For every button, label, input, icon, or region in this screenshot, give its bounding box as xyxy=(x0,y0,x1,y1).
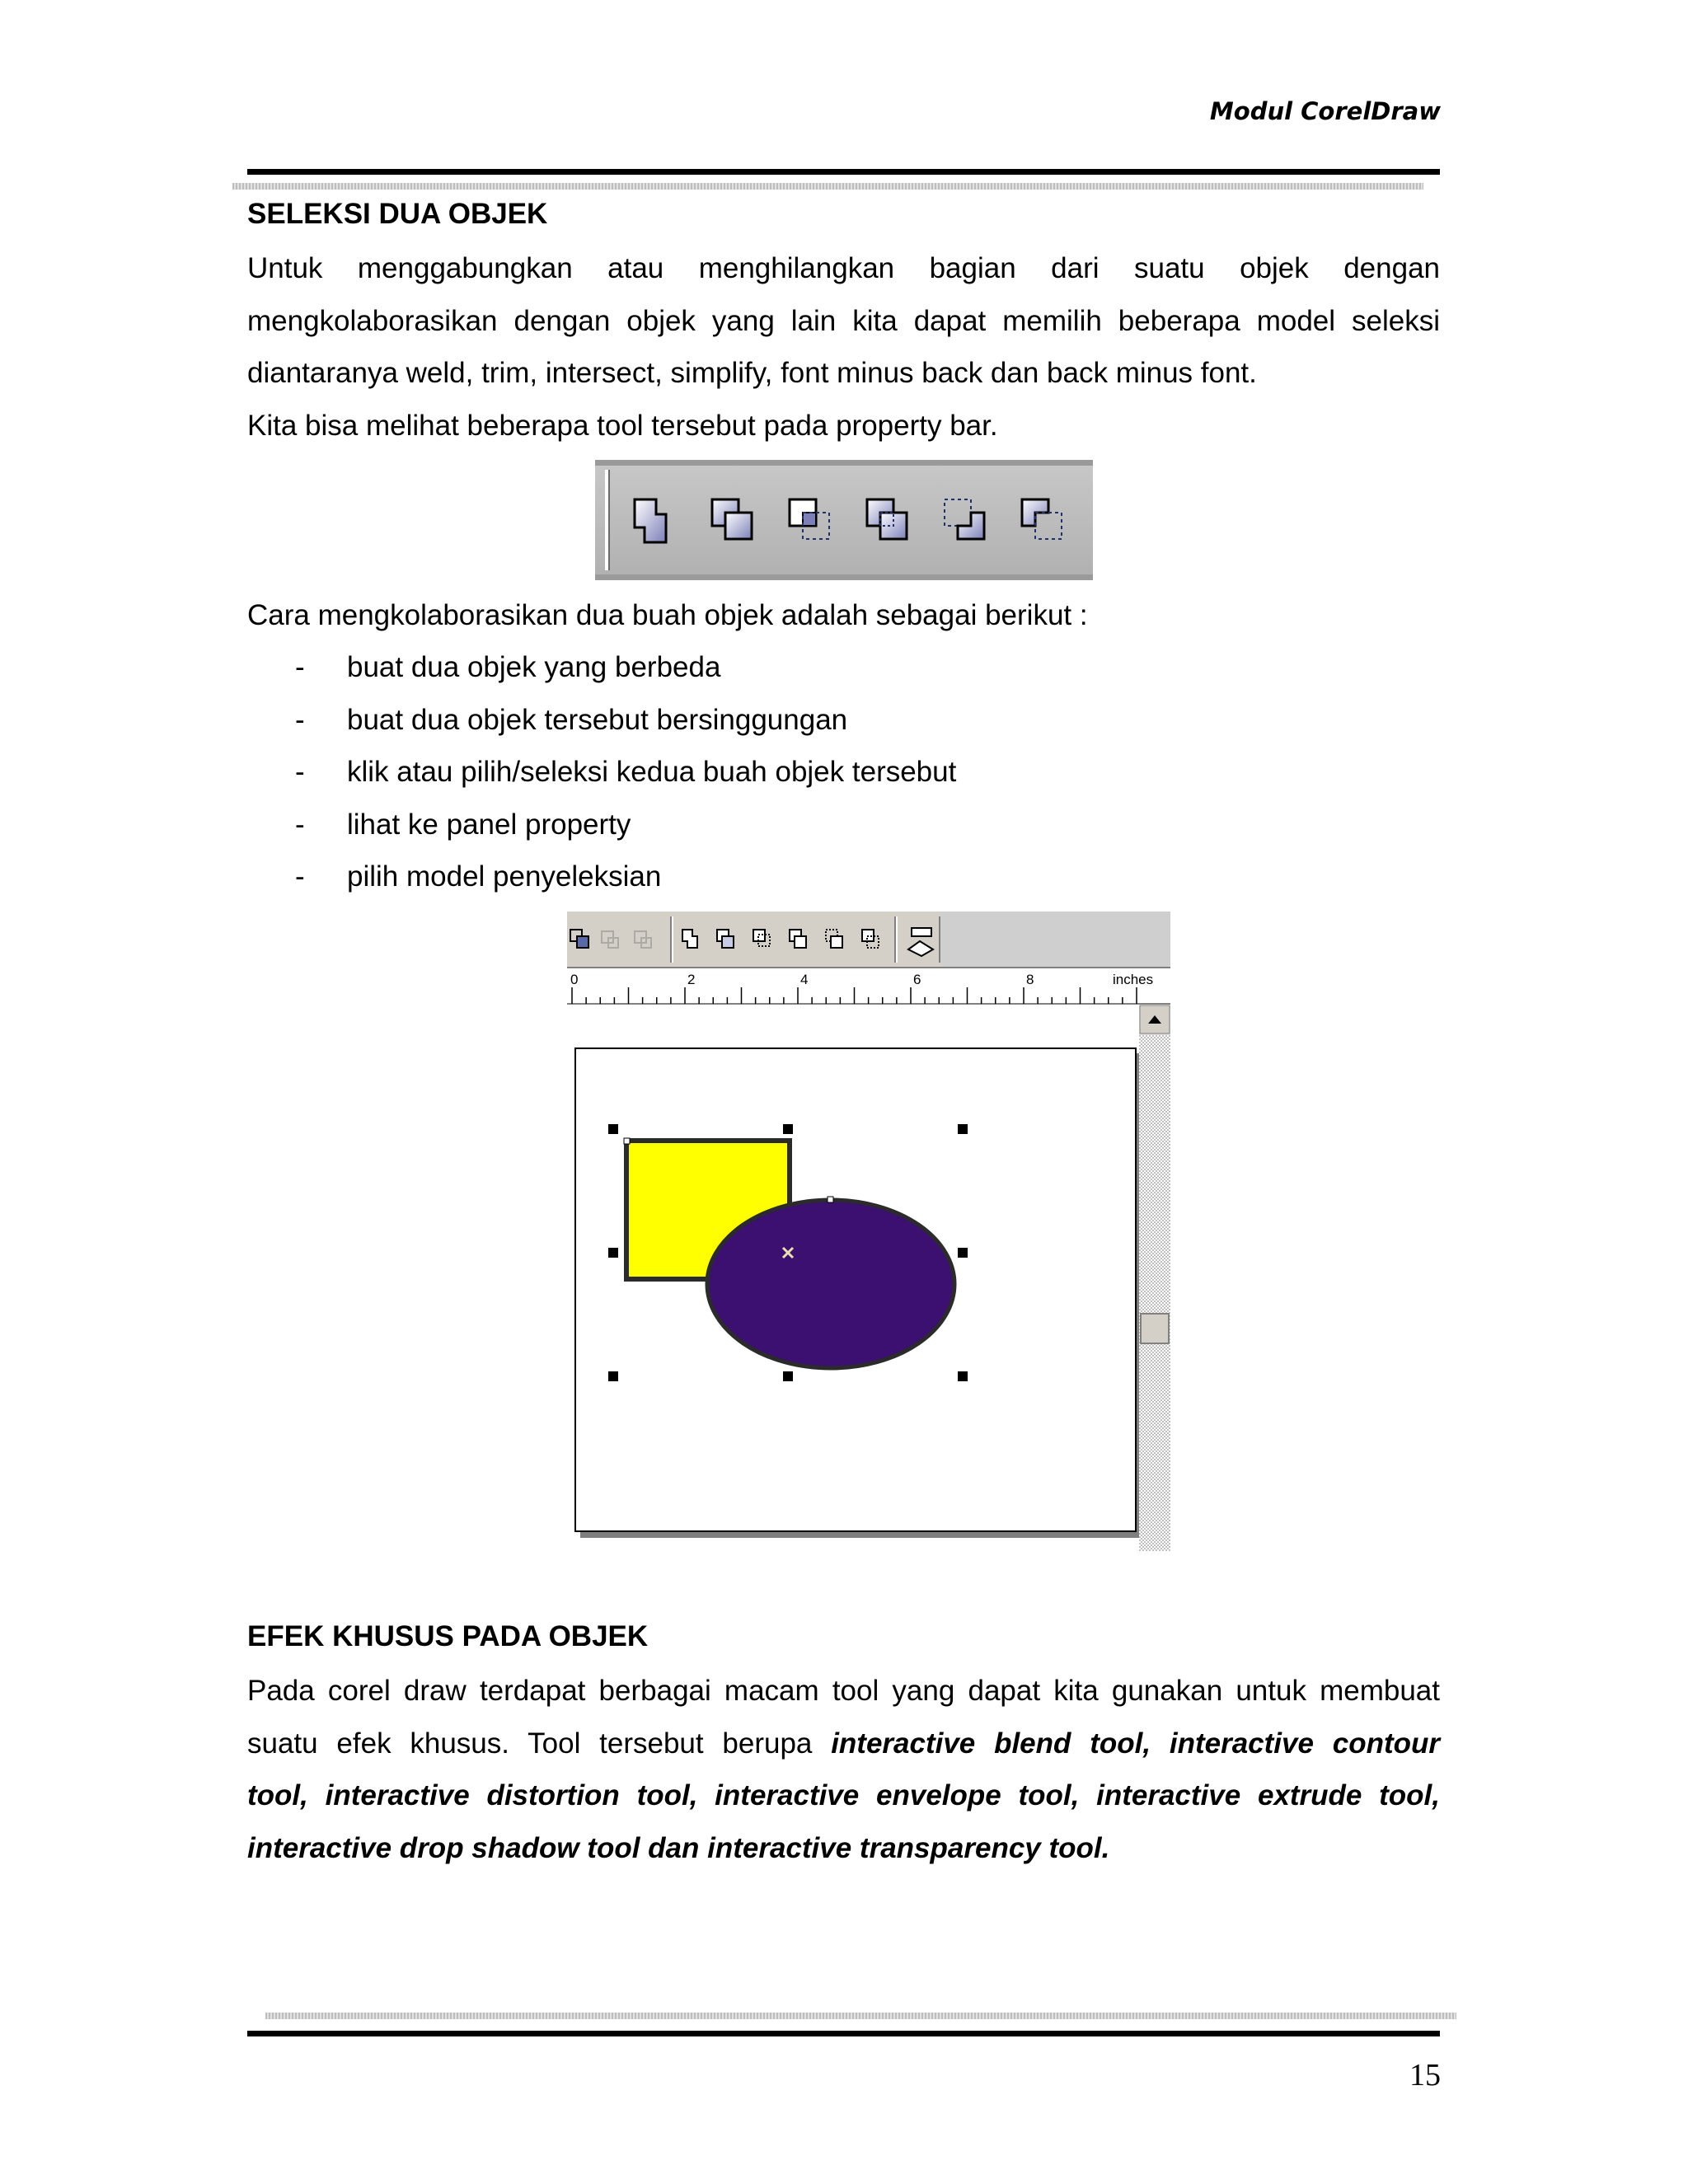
property-bar xyxy=(595,460,1093,580)
ruler-label: 0 xyxy=(570,972,579,987)
paragraph-line: Kita bisa melihat beberapa tool tersebut pada property bar. xyxy=(247,409,998,442)
section-heading-seleksi: SELEKSI DUA OBJEK xyxy=(247,198,548,230)
page-number: 15 xyxy=(1409,2058,1441,2093)
header-rule xyxy=(247,169,1440,175)
scroll-thumb[interactable] xyxy=(1141,1314,1169,1343)
paragraph-line: diantaranya weld, trim, intersect, simplify, font minus back dan back minus font. xyxy=(247,357,1257,389)
list-item-text: pilih model penyeleksian xyxy=(347,860,662,893)
intro-paragraph xyxy=(247,242,1440,452)
node-handle xyxy=(624,1138,630,1144)
tool-list-emphasis: interactive drop shadow tool dan interactive transparency tool. xyxy=(247,1831,1110,1864)
footer-rule-shadow xyxy=(265,2013,1456,2019)
tool-list-emphasis: tool, interactive distortion tool, interactive envelope tool, interactive extrude tool, xyxy=(247,1779,1440,1811)
list-item xyxy=(247,694,1440,747)
header-rule-shadow xyxy=(232,183,1423,190)
ruler-label: 8 xyxy=(1026,972,1034,987)
list-item xyxy=(247,851,1440,903)
steps-list xyxy=(247,641,1440,903)
ruler-label: 6 xyxy=(913,972,921,987)
list-bullet: - xyxy=(295,651,305,683)
paragraph-line: mengkolaborasikan dengan objek yang lain kita dapat memilih beberapa model seleksi xyxy=(247,304,1440,337)
list-item xyxy=(247,641,1440,694)
node-handle xyxy=(828,1197,833,1202)
paragraph-line: Untuk menggabungkan atau menghilangkan bagian dari suatu objek dengan xyxy=(247,252,1440,284)
steps-intro: Cara mengkolaborasikan dua buah objek adalah sebagai berikut : xyxy=(247,599,1088,631)
coreldraw-screenshot xyxy=(567,912,1170,1551)
tool-list-emphasis: interactive blend tool, interactive contour xyxy=(831,1727,1440,1760)
ruler-label: 4 xyxy=(800,972,809,987)
paragraph-line: Pada corel draw terdapat berbagai macam tool yang dapat kita gunakan untuk membuat xyxy=(247,1675,1440,1707)
list-bullet: - xyxy=(295,860,305,893)
ruler-label: 2 xyxy=(687,972,696,987)
paragraph-text: suatu efek khusus. Tool tersebut berupa xyxy=(247,1727,832,1760)
list-item-text: buat dua objek tersebut bersinggungan xyxy=(347,703,848,736)
scroll-up-button[interactable] xyxy=(1140,1005,1170,1033)
list-item xyxy=(247,746,1440,799)
list-bullet: - xyxy=(295,756,305,788)
list-item-text: klik atau pilih/seleksi kedua buah objek tersebut xyxy=(347,756,957,788)
section-heading-efek: EFEK KHUSUS PADA OBJEK xyxy=(247,1620,649,1652)
purple-ellipse[interactable] xyxy=(707,1200,954,1368)
list-bullet: - xyxy=(295,808,305,841)
footer-rule xyxy=(247,2031,1440,2036)
list-item-text: buat dua objek yang berbeda xyxy=(347,651,721,683)
effects-paragraph xyxy=(247,1665,1440,1874)
property-bar-figure xyxy=(595,460,1093,580)
paragraph-line xyxy=(247,1718,1440,1770)
running-title: Modul CorelDraw xyxy=(1209,97,1441,125)
ruler-unit: inches xyxy=(1113,972,1154,987)
list-item-text: lihat ke panel property xyxy=(347,808,631,841)
list-item xyxy=(247,799,1440,851)
list-bullet: - xyxy=(295,703,305,736)
